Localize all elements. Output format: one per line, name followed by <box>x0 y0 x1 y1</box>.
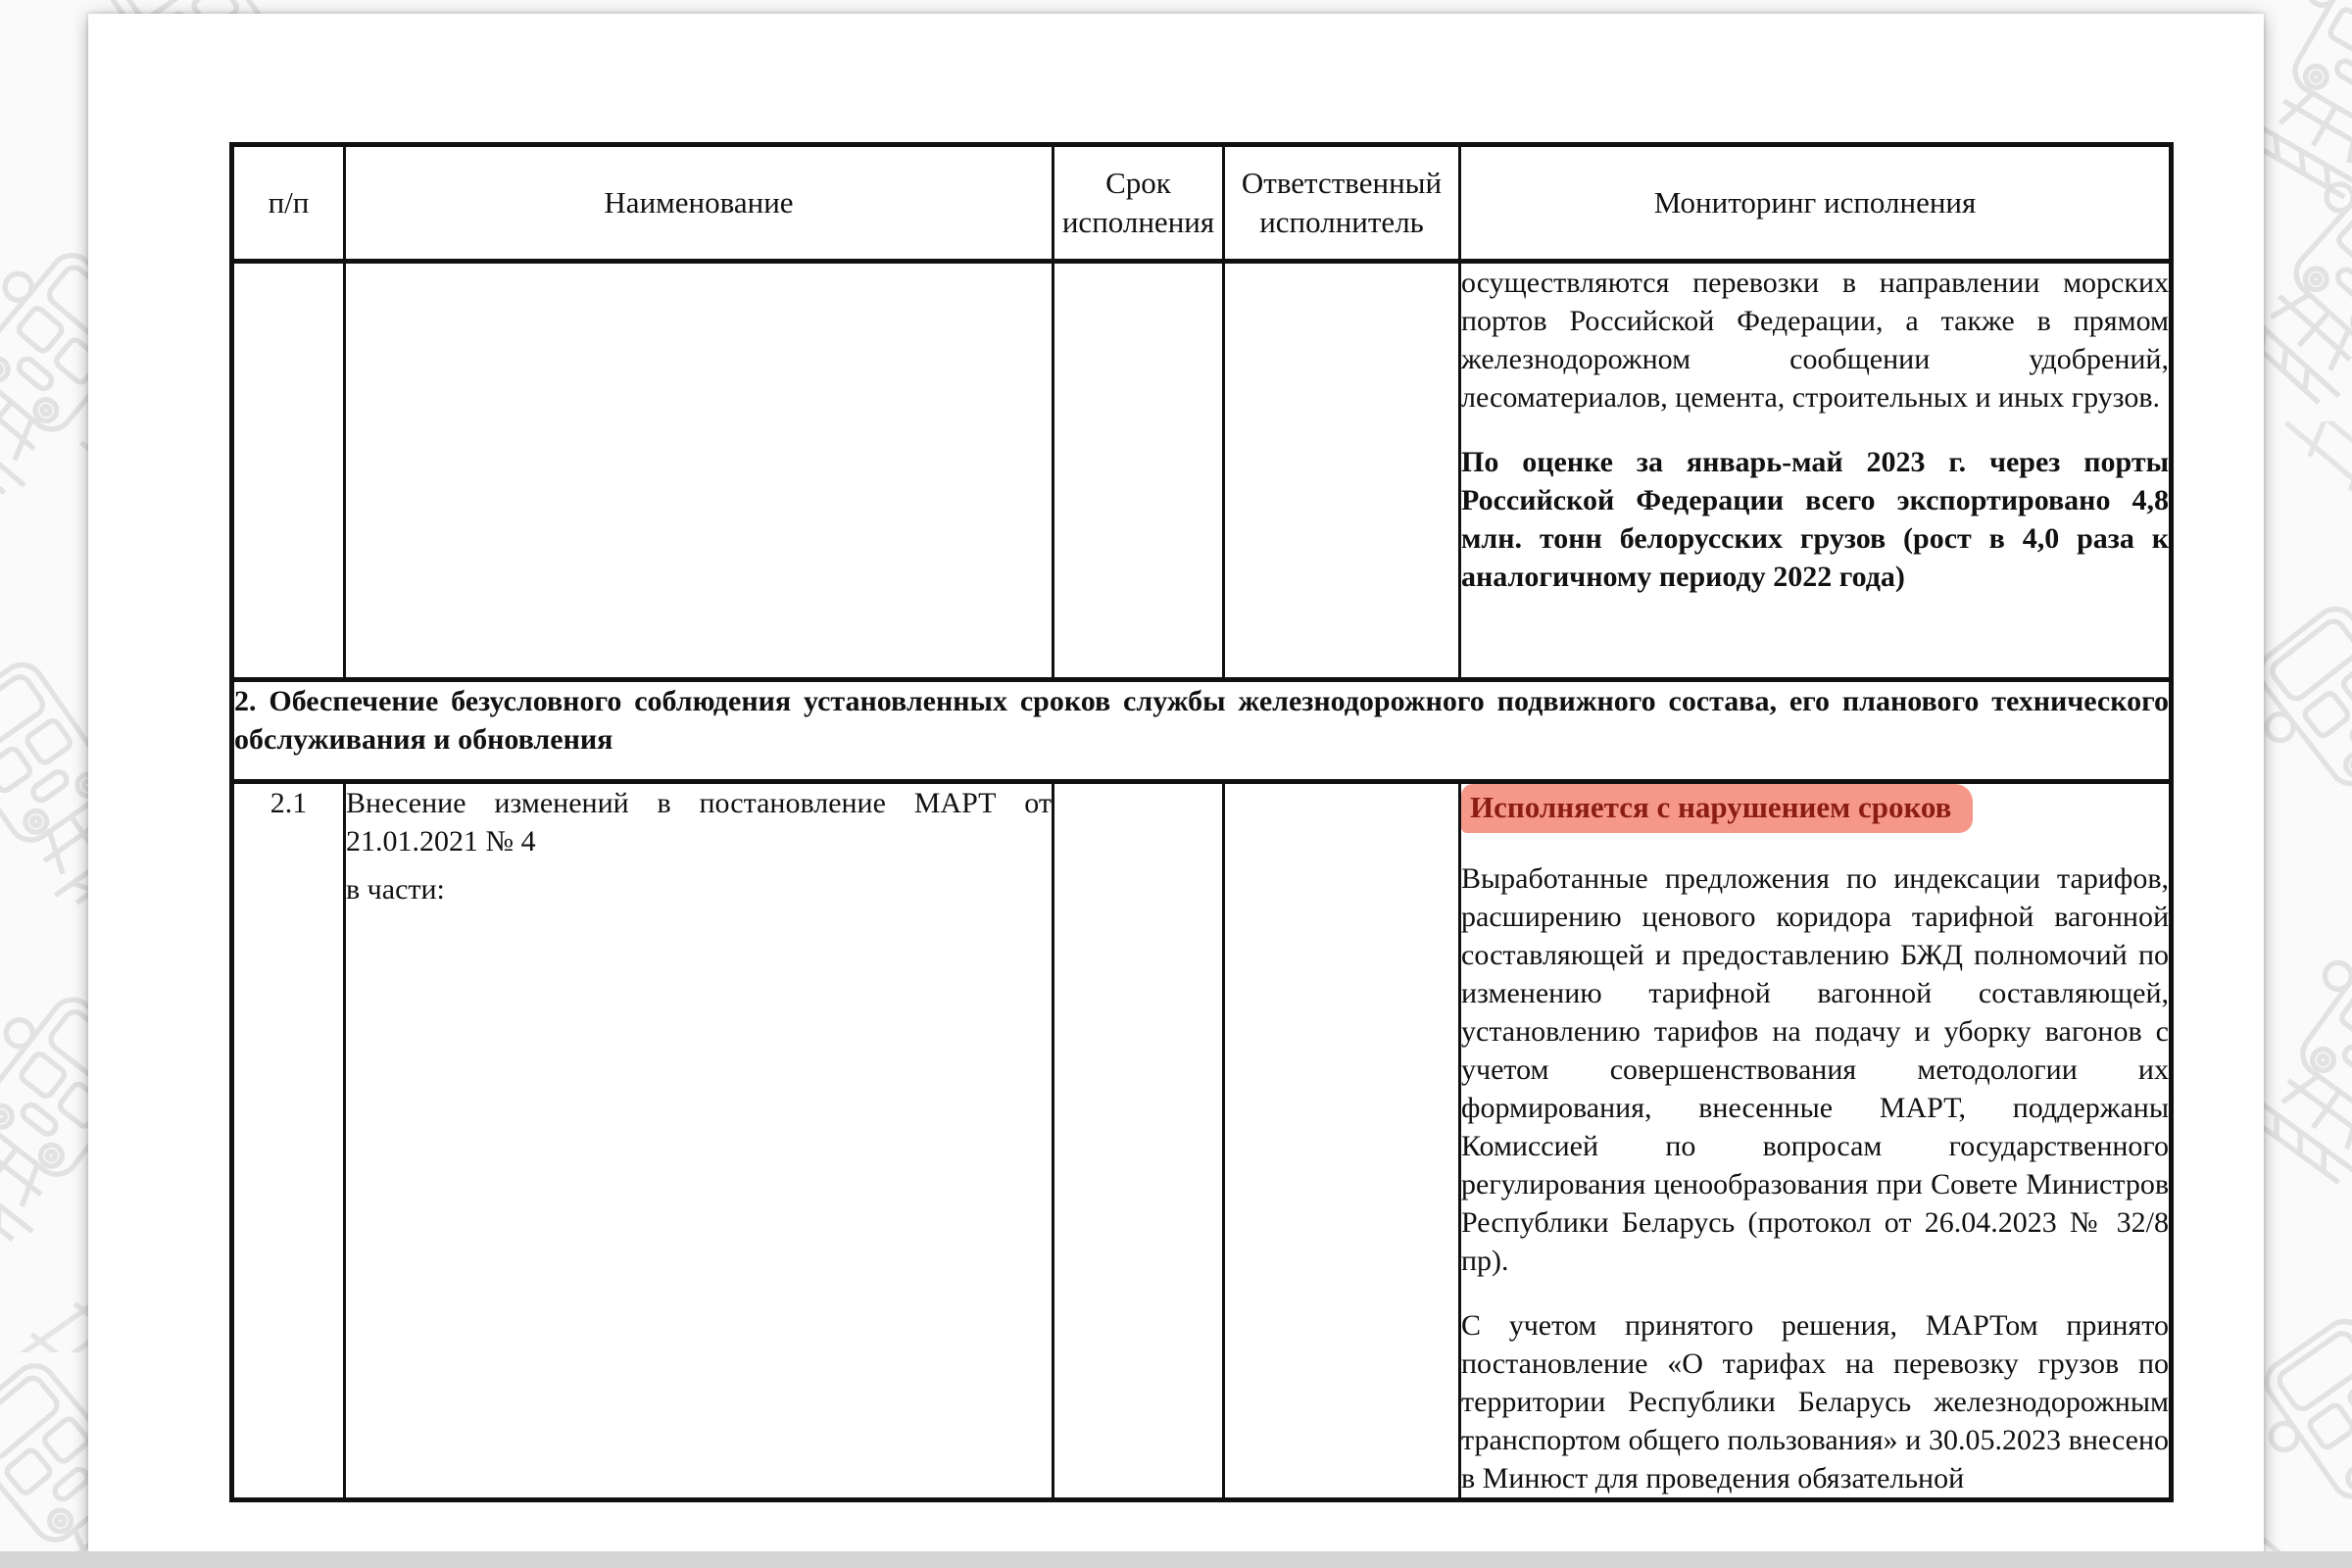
table-row-continuation <box>232 262 2172 680</box>
cell-term-2-1 <box>1054 782 1224 1500</box>
col-header-monitoring: Мониторинг исполнения <box>1460 145 2172 262</box>
cell-executor-2-1 <box>1224 782 1460 1500</box>
col-header-num: п/п <box>232 145 345 262</box>
document-page <box>88 14 2264 1551</box>
monitoring-paragraph: осуществляются перевозки в направлении морских портов Российской Федерации, а также в прямом железнодорожном сообщении удобрений, лесоматериалов, цемента, строительных и иных грузов. <box>1461 267 2169 414</box>
cell-executor-empty <box>1224 262 1460 680</box>
col-header-term: Срок исполнения <box>1054 145 1224 262</box>
section-heading-text: 2. Обеспечение безусловного соблюдения установленных сроков службы железнодорожного подвижного состава, его планового технического обслуживания и обновления <box>234 685 2169 756</box>
table-row-2-1 <box>232 782 2172 1500</box>
section-heading-cell <box>232 680 2172 782</box>
train-doodle-icon <box>2249 549 2352 872</box>
name-paragraph: Внесение изменений в постановление МАРТ от 21.01.2021 № 4 <box>346 787 1052 858</box>
cell-term-empty <box>1054 262 1224 680</box>
cell-num-2-1: 2.1 <box>232 782 345 1500</box>
cell-monitoring-continuation <box>1460 262 2172 680</box>
monitoring-paragraph: С учетом принятого решения, МАРТом принято постановление «О тарифах на перевозку грузов по территории Республики Беларусь железнодорожным транспортом общего пользования» и 30.05.2023 внесено в Минюст для проведения обязательной <box>1461 1309 2169 1494</box>
background-bottom-band <box>0 1551 2352 1568</box>
name-paragraph: в части: <box>346 873 445 906</box>
status-badge: Исполняется с нарушением сроков <box>1461 784 1973 833</box>
cell-name-2-1 <box>345 782 1054 1500</box>
table-row-section-heading <box>232 680 2172 782</box>
col-header-executor: Ответственный исполнитель <box>1224 145 1460 262</box>
monitoring-paragraph-bold: По оценке за январь-май 2023 г. через порты Российской Федерации всего экспортировано 4,8 млн. тонн белорусских грузов (рост в 4,0 раза к аналогичному периоду 2022 года) <box>1461 446 2169 593</box>
cell-monitoring-2-1 <box>1460 782 2172 1500</box>
cell-name-empty <box>345 262 1054 680</box>
table-header-row <box>232 145 2172 262</box>
cell-num-empty <box>232 262 345 680</box>
status-line <box>1461 784 2169 833</box>
col-header-name: Наименование <box>345 145 1054 262</box>
monitoring-table <box>229 142 2174 1502</box>
monitoring-paragraph: Выработанные предложения по индексации тарифов, расширению ценового коридора тарифной вагонной составляющей и предоставлению БЖД полномочий по изменению тарифной вагонной составляющей, установлению тарифов на подачу и уборку вагонов с учетом совершенствования методологии их формирования, внесенные МАРТ, поддержаны Комиссией по вопросам государственного регулирования ценообразования при Совете Министров Республики Беларусь (протокол от 26.04.2023 № 32/8 пр). <box>1461 862 2169 1277</box>
